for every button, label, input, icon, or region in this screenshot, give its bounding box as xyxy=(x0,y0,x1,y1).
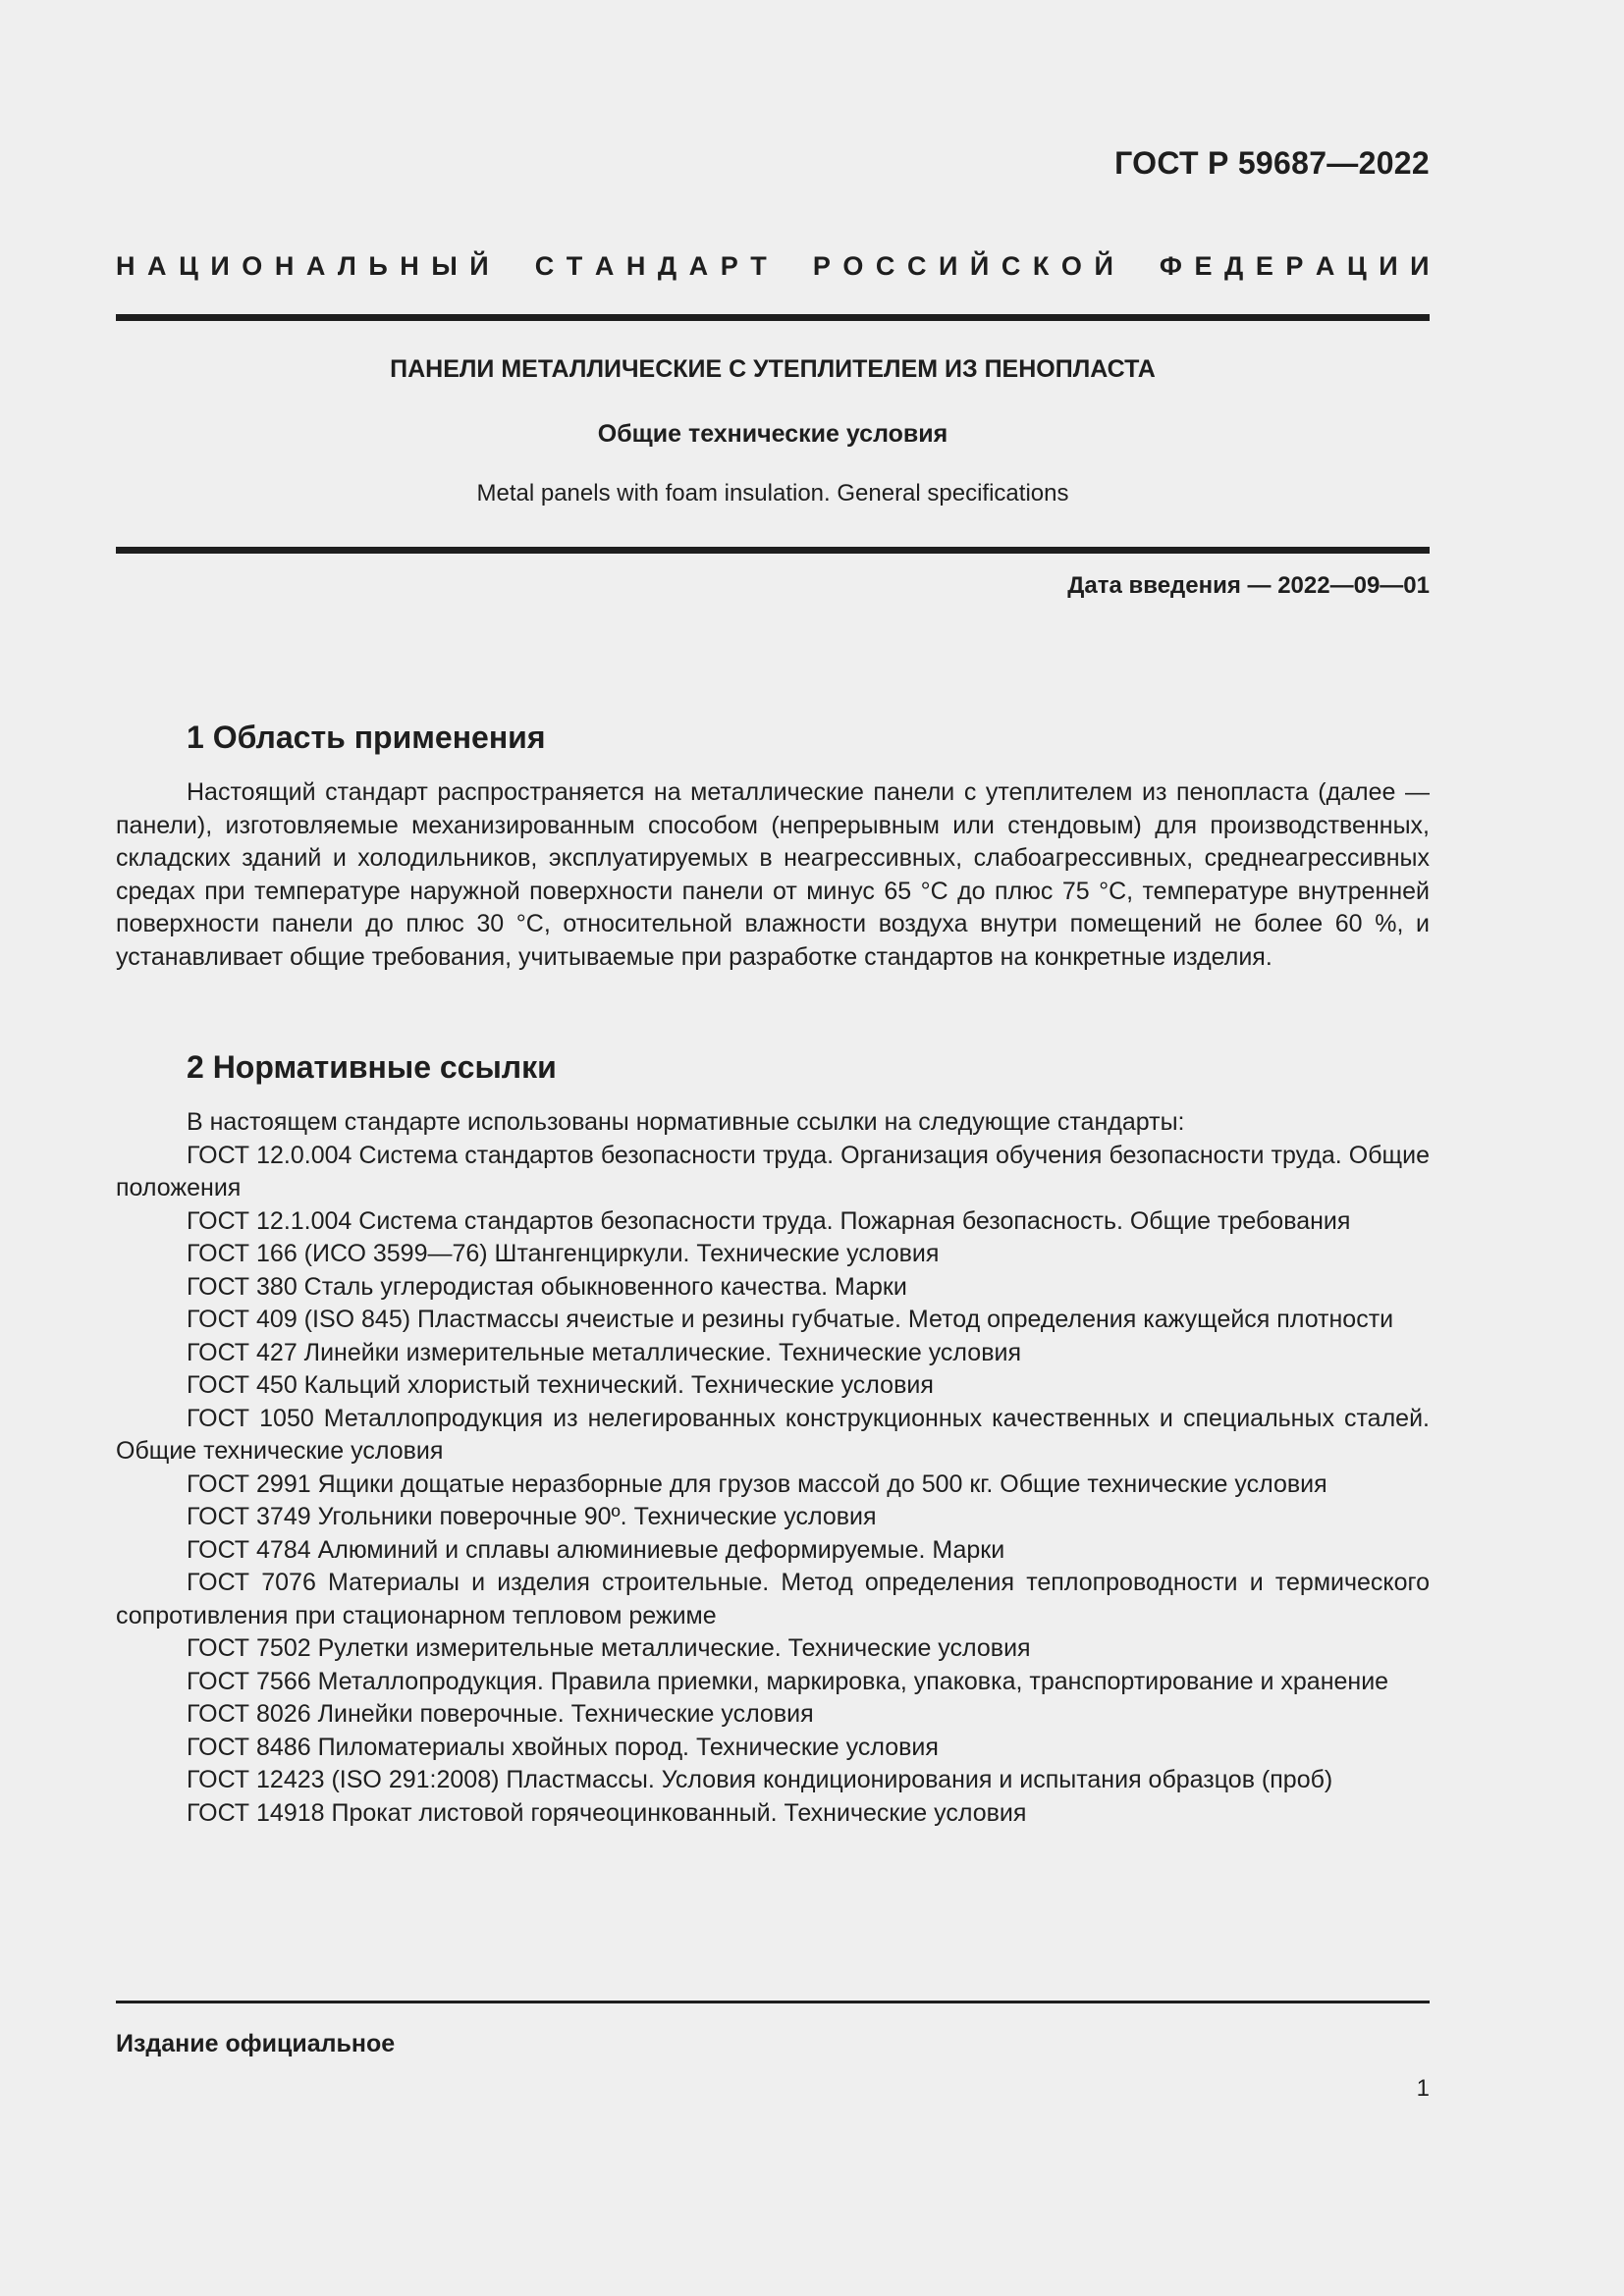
reference-item: ГОСТ 12423 (ISO 291:2008) Пластмассы. Условия кондиционирования и испытания образцов (проб) xyxy=(187,1766,1333,1793)
title-letter: Л xyxy=(337,251,356,281)
reference-item: ГОСТ 166 (ИСО 3599—76) Штангенциркули. Технические условия xyxy=(187,1240,940,1267)
title-rule xyxy=(116,547,1430,554)
title-letter: С xyxy=(906,251,927,281)
document-page xyxy=(116,0,1430,2296)
title-letter: Р xyxy=(812,251,831,281)
title-letter: И xyxy=(1410,251,1430,281)
title-letter: И xyxy=(1379,251,1398,281)
reference-item: ГОСТ 380 Сталь углеродистая обыкновенного качества. Марки xyxy=(187,1272,907,1301)
title-letter: Й xyxy=(1094,251,1113,281)
title-letter: Й xyxy=(969,251,990,281)
section-heading-references: 2 Нормативные ссылки xyxy=(187,1049,557,1085)
title-letter: А xyxy=(147,251,167,281)
title-letter: Ь xyxy=(368,251,388,281)
title-letter: Д xyxy=(1224,251,1244,281)
title-letter: А xyxy=(594,251,615,281)
section-scope-body xyxy=(116,776,1430,974)
reference-item: ГОСТ 450 Кальций хлористый технический. Технические условия xyxy=(187,1371,934,1399)
title-letter: А xyxy=(688,251,709,281)
reference-item: ГОСТ 7566 Металлопродукция. Правила приемки, маркировка, упаковка, транспортирование и хранение xyxy=(187,1667,1389,1695)
footer-rule xyxy=(116,2001,1430,2003)
title-letter: Ц xyxy=(179,251,198,281)
title-word-gap xyxy=(1125,251,1147,282)
title-letter: Е xyxy=(1255,251,1273,281)
title-letter: Е xyxy=(1194,251,1213,281)
title-letter: Н xyxy=(400,251,419,281)
document-english-title: Metal panels with foam insulation. General specifications xyxy=(476,480,1069,507)
references-list xyxy=(116,1106,1430,1830)
reference-item: ГОСТ 3749 Угольники поверочные 90º. Технические условия xyxy=(187,1503,877,1530)
title-letter: Н xyxy=(274,251,295,281)
document-title: ПАНЕЛИ МЕТАЛЛИЧЕСКИЕ С УТЕПЛИТЕЛЕМ ИЗ ПЕНОПЛАСТА xyxy=(390,355,1156,383)
reference-item: ГОСТ 4784 Алюминий и сплавы алюминиевые деформируемые. Марки xyxy=(187,1535,1005,1564)
title-letter: Й xyxy=(469,251,489,281)
reference-item: ГОСТ 1050 Металлопродукция из нелегированных конструкционных качественных и специальных сталей. Общие технические условия xyxy=(116,1404,1430,1465)
document-subtitle: Общие технические условия xyxy=(597,420,948,448)
title-letter: Н xyxy=(116,251,135,281)
title-letter: И xyxy=(210,251,230,281)
title-letter: С xyxy=(534,251,555,281)
title-letter: Ц xyxy=(1346,251,1367,281)
title-letter: Т xyxy=(750,251,767,281)
title-letter: А xyxy=(305,251,326,281)
reference-item: ГОСТ 409 (ISO 845) Пластмассы ячеистые и резины губчатые. Метод определения кажущейся плотности xyxy=(187,1306,1394,1333)
title-letter: К xyxy=(1032,251,1050,281)
title-word-gap xyxy=(501,251,522,282)
national-standard-title xyxy=(116,251,1430,282)
reference-item: ГОСТ 8486 Пиломатериалы хвойных пород. Технические условия xyxy=(187,1733,939,1761)
reference-item: ГОСТ 7076 Материалы и изделия строительные. Метод определения теплопроводности и термического сопротивления при стационарном тепловом режиме xyxy=(116,1569,1430,1629)
reference-item: ГОСТ 427 Линейки измерительные металлические. Технические условия xyxy=(187,1338,1021,1366)
reference-item: ГОСТ 12.0.004 Система стандартов безопасности труда. Организация обучения безопасности труда. Общие положения xyxy=(116,1141,1430,1201)
scope-paragraph: Настоящий стандарт распространяется на металлические панели с утеплителем из пенопласта (далее — панели), изготовляемые механизированным способом (непрерывным или стендовым) для производственных, складских зданий и холодильников, эксплуатируемых в неагрессивных, слабоагрессивных, среднеагрессивных средах при температуре наружной поверхности панели от минус 65 °С до плюс 75 °С, температуре внутренней поверхности панели до плюс 30 °С, относительной влажности воздуха внутри помещений не более 60 %, и устанавливает общие требования, учитываемые при разработке стандартов на конкретные изделия. xyxy=(116,778,1430,971)
title-letter: Р xyxy=(720,251,738,281)
references-intro: В настоящем стандарте использованы нормативные ссылки на следующие стандарты: xyxy=(187,1108,1185,1136)
reference-item: ГОСТ 2991 Ящики дощатые неразборные для грузов массой до 500 кг. Общие технические условия xyxy=(187,1469,1327,1498)
title-letter: Д xyxy=(657,251,677,281)
title-letter: И xyxy=(938,251,958,281)
title-letter: Т xyxy=(566,251,583,281)
title-letter: О xyxy=(842,251,864,281)
reference-item: ГОСТ 12.1.004 Система стандартов безопасности труда. Пожарная безопасность. Общие требования xyxy=(187,1206,1351,1235)
official-edition-label: Издание официальное xyxy=(116,2030,396,2057)
title-letter: С xyxy=(875,251,895,281)
page-number: 1 xyxy=(1416,2075,1430,2102)
title-letter: Ф xyxy=(1159,251,1182,281)
document-number: ГОСТ Р 59687—2022 xyxy=(1114,145,1430,181)
reference-item: ГОСТ 8026 Линейки поверочные. Технические условия xyxy=(187,1700,814,1728)
title-letter: Р xyxy=(1285,251,1304,281)
title-letter: Н xyxy=(625,251,646,281)
introduction-date: Дата введения — 2022—09—01 xyxy=(1067,572,1430,599)
title-letter: Ы xyxy=(431,251,458,281)
title-word-gap xyxy=(779,251,800,282)
header-rule xyxy=(116,314,1430,321)
section-heading-scope: 1 Область применения xyxy=(187,720,546,755)
title-letter: О xyxy=(1060,251,1082,281)
title-letter: С xyxy=(1001,251,1021,281)
reference-item: ГОСТ 7502 Рулетки измерительные металлические. Технические условия xyxy=(187,1634,1031,1662)
reference-item: ГОСТ 14918 Прокат листовой горячеоцинкованный. Технические условия xyxy=(187,1798,1027,1827)
title-letter: О xyxy=(242,251,263,281)
title-letter: А xyxy=(1315,251,1335,281)
